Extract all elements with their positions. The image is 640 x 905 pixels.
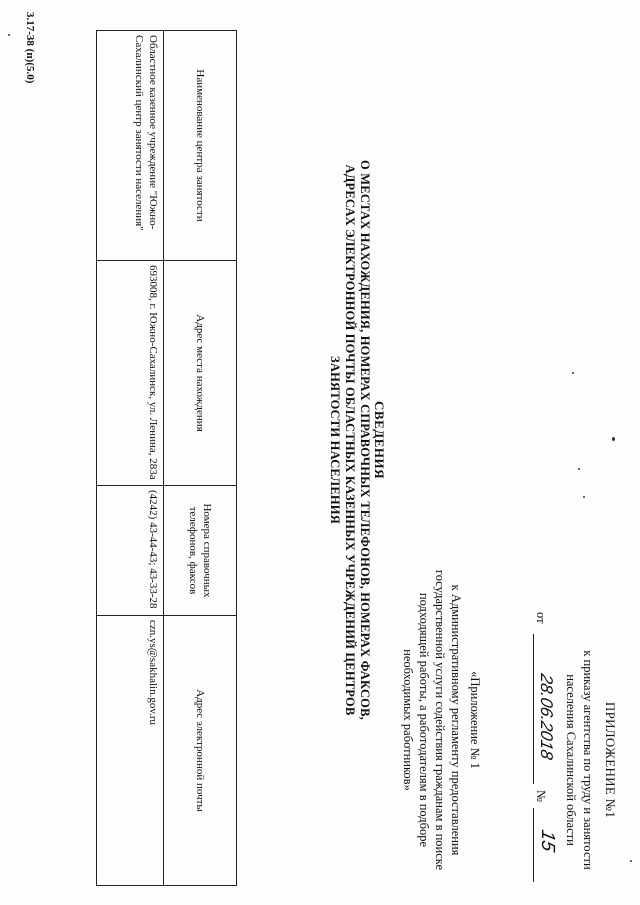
employment-centers-table bbox=[96, 30, 237, 886]
number-underline bbox=[533, 808, 534, 882]
scan-speck bbox=[8, 34, 10, 36]
handwritten-date: 28.06.2018 bbox=[537, 672, 556, 762]
order-date-prefix: от bbox=[534, 612, 548, 624]
table-row bbox=[97, 31, 164, 886]
scan-speck bbox=[572, 372, 574, 374]
table-header-row bbox=[164, 31, 237, 886]
heading-subtitle: О МЕСТАХ НАХОЖДЕНИЯ, НОМЕРАХ СПРАВОЧНЫХ ТЕЛЕФОНОВ, НОМЕРАХ ФАКСОВ, АДРЕСАХ ЭЛЕКТРОННОЙ ПОЧТЫ ОБЛАСТНЫХ КАЗЕННЫХ УЧРЕЖДЕНИЙ ЦЕНТРОВ ЗАНЯТОСТИ НАСЕЛЕНИЯ bbox=[328, 160, 372, 720]
scan-speck bbox=[630, 860, 632, 862]
cell-address: 693008, г. Южно-Сахалинск, ул. Ленина, 283а bbox=[97, 261, 164, 486]
appendix-title: ПРИЛОЖЕНИЕ №1 bbox=[603, 701, 618, 819]
appendix-order-reference: к приказу агентства по труду и занятости населения Сахалинской области bbox=[564, 650, 595, 870]
scan-speck bbox=[583, 496, 585, 498]
scan-speck bbox=[612, 437, 615, 441]
handwritten-number: 15 bbox=[537, 827, 558, 854]
document-code: 3.17-38 (п)(5.0) bbox=[24, 12, 36, 84]
scan-speck bbox=[578, 468, 580, 470]
regulation-appendix-title: «Приложение № 1 bbox=[468, 671, 482, 769]
column-header-name: Наименование центра занятости bbox=[164, 31, 237, 261]
cell-email: czn.ys@sakhalin.gov.ru bbox=[97, 616, 164, 886]
document-heading bbox=[327, 140, 387, 740]
regulation-description: к Административному регламенту предоставления государственной услуги содействия гражданам в поиске подходящей работы, а работодателям в подборе необходимых работников» bbox=[401, 569, 463, 871]
date-underline bbox=[533, 634, 534, 784]
column-header-phones: Номера справочных телефонов, факсов bbox=[164, 486, 237, 616]
column-header-email: Адрес электронной почты bbox=[164, 616, 237, 886]
heading-title: СВЕДЕНИЯ bbox=[372, 401, 387, 479]
order-number-sign: № bbox=[534, 790, 548, 802]
column-header-address: Адрес места нахождения bbox=[164, 261, 237, 486]
cell-phones: (4242) 43-44-43; 43-33-28 bbox=[97, 486, 164, 616]
cell-center-name: Областное казенное учреждение "Южно-Сахалинский центр занятости населения" bbox=[97, 31, 164, 261]
